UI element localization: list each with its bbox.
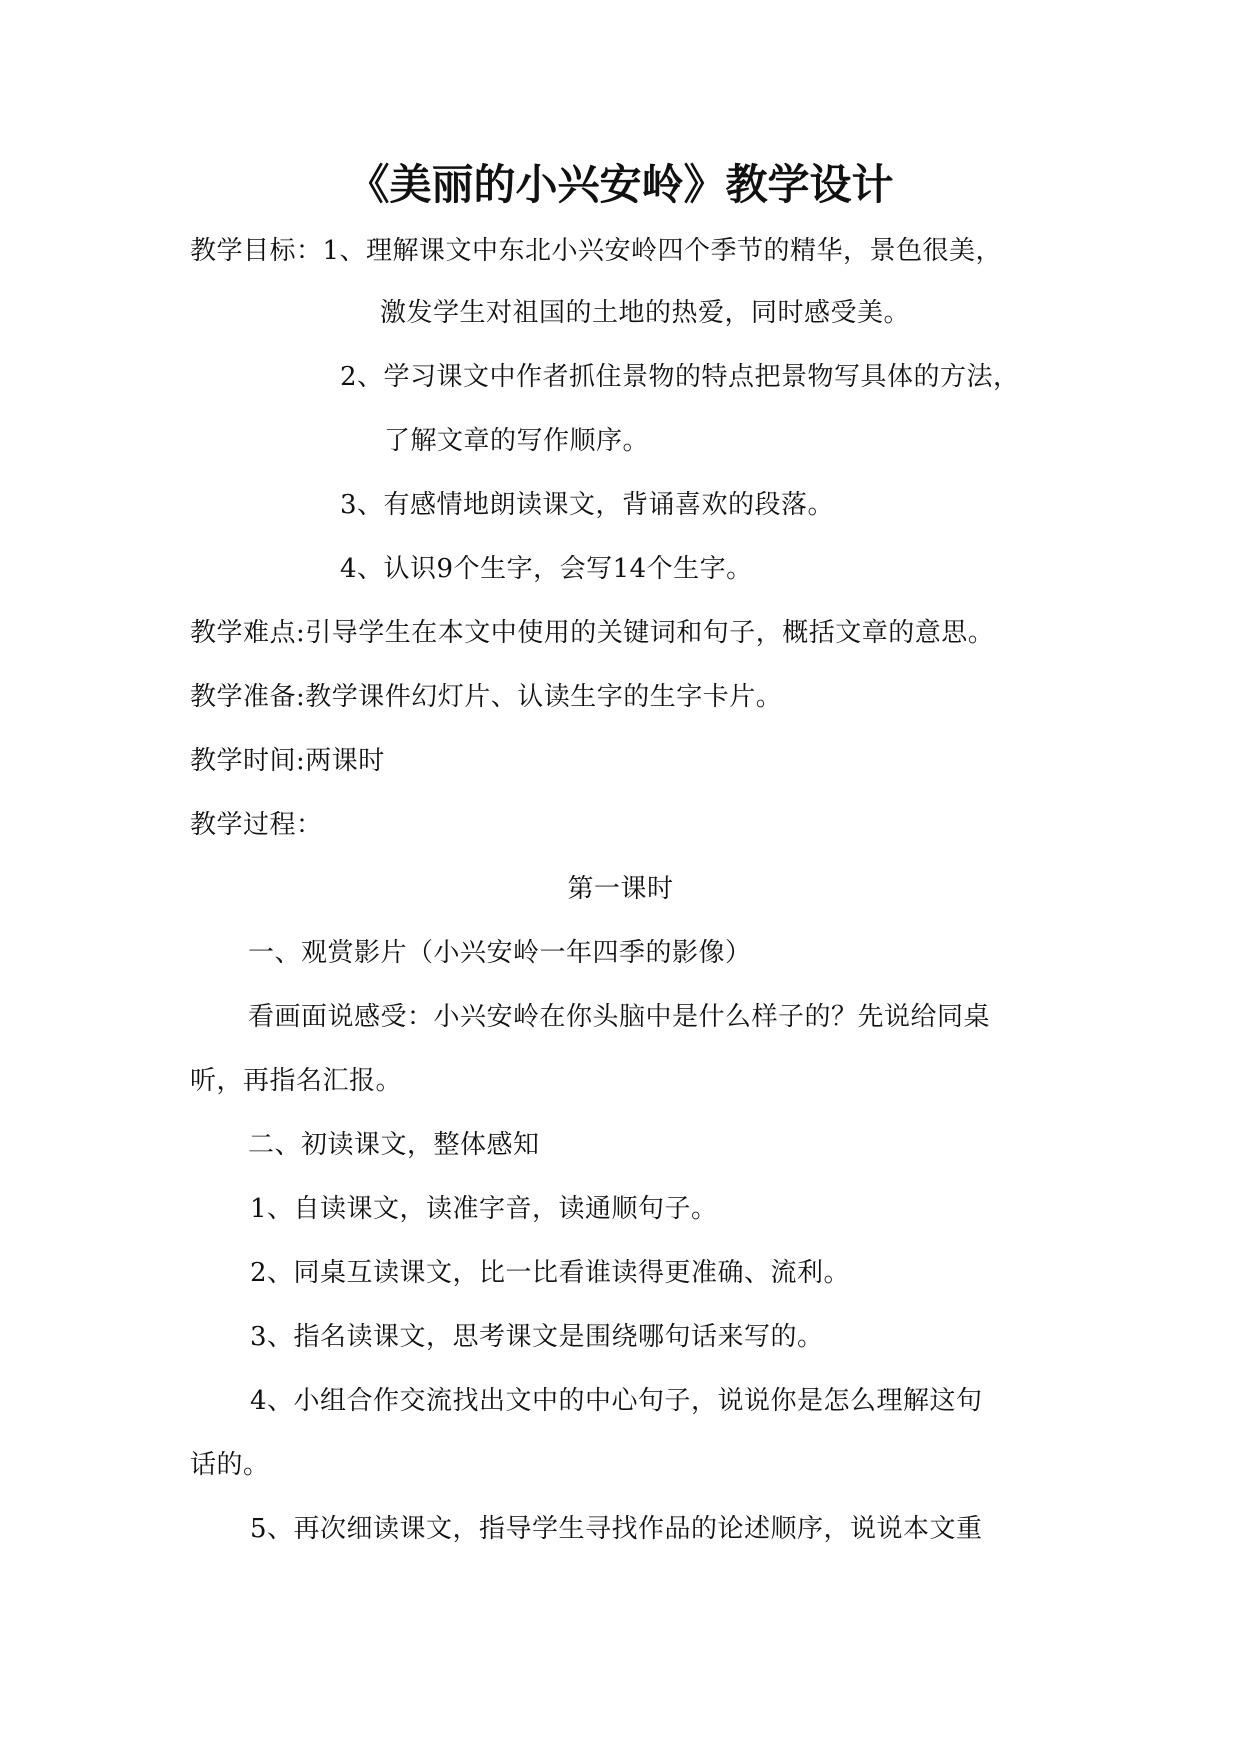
section-1-text: 看画面说感受：小兴安岭在你头脑中是什么样子的？先说给同桌 [248, 1002, 991, 1032]
document-title: 《美丽的小兴安岭》教学设计 [347, 160, 894, 209]
section-1-text-cont: 听，再指名汇报。 [190, 1066, 403, 1096]
step-4-cont: 话的。 [190, 1450, 270, 1480]
objective-line-1-cont: 激发学生对祖国的土地的热爱，同时感受美。 [380, 298, 911, 328]
difficulty-line: 教学难点:引导学生在本文中使用的关键词和句子，概括文章的意思。 [190, 618, 995, 648]
objective-line-4: 4、认识9个生字，会写14个生字。 [340, 554, 753, 584]
lesson-heading: 第一课时 [567, 874, 674, 904]
step-3: 3、指名读课文，思考课文是围绕哪句话来写的。 [250, 1322, 824, 1352]
objective-line-1: 教学目标：1、理解课文中东北小兴安岭四个季节的精华，景色很美， [190, 236, 1003, 266]
step-5: 5、再次细读课文，指导学生寻找作品的论述顺序，说说本文重 [250, 1514, 983, 1544]
step-4: 4、小组合作交流找出文中的中心句子，说说你是怎么理解这句 [250, 1386, 983, 1416]
step-1: 1、自读课文，读准字音，读通顺句子。 [250, 1194, 718, 1224]
objective-line-2-cont: 了解文章的写作顺序。 [384, 426, 650, 456]
section-2-heading: 二、初读课文，整体感知 [248, 1130, 540, 1160]
step-2: 2、同桌互读课文，比一比看谁读得更准确、流利。 [250, 1258, 851, 1288]
objective-line-3: 3、有感情地朗读课文，背诵喜欢的段落。 [340, 490, 835, 520]
time-line: 教学时间:两课时 [190, 746, 385, 776]
process-heading: 教学过程： [190, 810, 323, 840]
section-1-heading: 一、观赏影片（小兴安岭一年四季的影像） [248, 938, 752, 968]
preparation-line: 教学准备:教学课件幻灯片、认读生字的生字卡片。 [190, 682, 783, 712]
objective-line-2: 2、学习课文中作者抓住景物的特点把景物写具体的方法， [340, 362, 1020, 392]
